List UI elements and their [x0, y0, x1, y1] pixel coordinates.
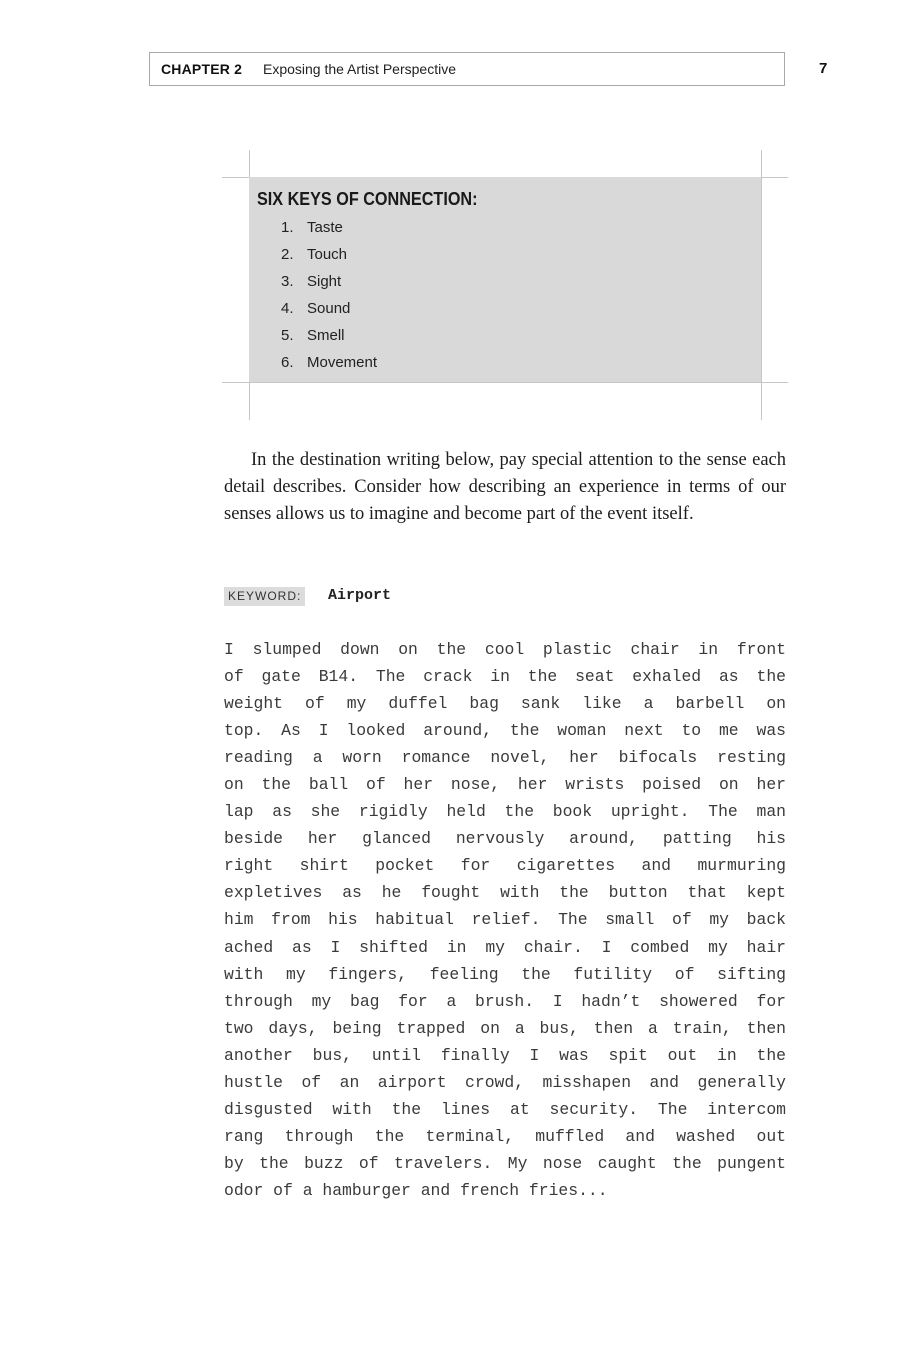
running-header — [149, 52, 785, 86]
passage-line: top. As I looked around, the woman next to me was — [224, 721, 786, 741]
sidebar-frame-line — [761, 150, 762, 420]
destination-passage — [224, 636, 786, 1204]
passage-line: right shirt pocket for cigarettes and murmuring — [224, 856, 786, 876]
passage-line: I slumped down on the cool plastic chair in front — [224, 640, 786, 659]
list-item: 3. Sight — [281, 273, 342, 290]
list-item: 6. Movement — [281, 354, 378, 371]
passage-line: beside her glanced nervously around, patting his — [224, 829, 786, 849]
list-item: 5. Smell — [281, 327, 345, 344]
list-item: 1. Taste — [281, 219, 343, 236]
passage-line: another bus, until finally I was spit out in the — [224, 1045, 786, 1065]
keyword-label: KEYWORD: — [224, 587, 305, 606]
passage-line: two days, being trapped on a bus, then a train, then — [224, 1018, 786, 1038]
passage-line: hustle of an airport crowd, misshapen and generally — [224, 1072, 786, 1092]
passage-line: expletives as he fought with the button that kept — [224, 883, 786, 903]
passage-line: lap as she rigidly held the book upright. The man — [224, 802, 786, 822]
sidebar-title: SIX KEYS OF CONNECTION: — [257, 189, 478, 209]
intro-paragraph: In the destination writing below, pay special attention to the sense each detail describes. Consider how describing an experience in terms of our senses allows us to imagine and become part of the event itself. — [224, 450, 786, 524]
passage-line: him from his habitual relief. The small of my back — [224, 910, 786, 930]
passage-line: rang through the terminal, muffled and washed out — [224, 1126, 786, 1146]
passage-line: of gate B14. The crack in the seat exhaled as the — [224, 667, 786, 687]
keyword-value: Airport — [328, 587, 392, 604]
keys-list — [281, 219, 377, 381]
list-item: 4. Sound — [281, 300, 351, 317]
sidebar-frame-line — [222, 382, 788, 383]
passage-line: by the buzz of travelers. My nose caught the pungent — [224, 1153, 786, 1173]
chapter-label: CHAPTER 2 — [161, 61, 243, 77]
passage-line: through my bag for a brush. I hadn’t showered for — [224, 991, 786, 1011]
passage-line: disgusted with the lines at security. The intercom — [224, 1099, 786, 1119]
chapter-title: Exposing the Artist Perspective — [263, 61, 456, 77]
page-number: 7 — [819, 60, 828, 77]
passage-line: odor of a hamburger and french fries... — [224, 1180, 608, 1200]
passage-line: with my fingers, feeling the futility of sifting — [224, 964, 786, 984]
passage-line: weight of my duffel bag sank like a barbell on — [224, 694, 786, 714]
passage-line: reading a worn romance novel, her bifocals resting — [224, 748, 786, 768]
six-keys-sidebar — [249, 177, 761, 382]
passage-line: ached as I shifted in my chair. I combed my hair — [224, 937, 786, 957]
passage-line: on the ball of her nose, her wrists poised on her — [224, 775, 786, 795]
list-item: 2. Touch — [281, 246, 348, 263]
